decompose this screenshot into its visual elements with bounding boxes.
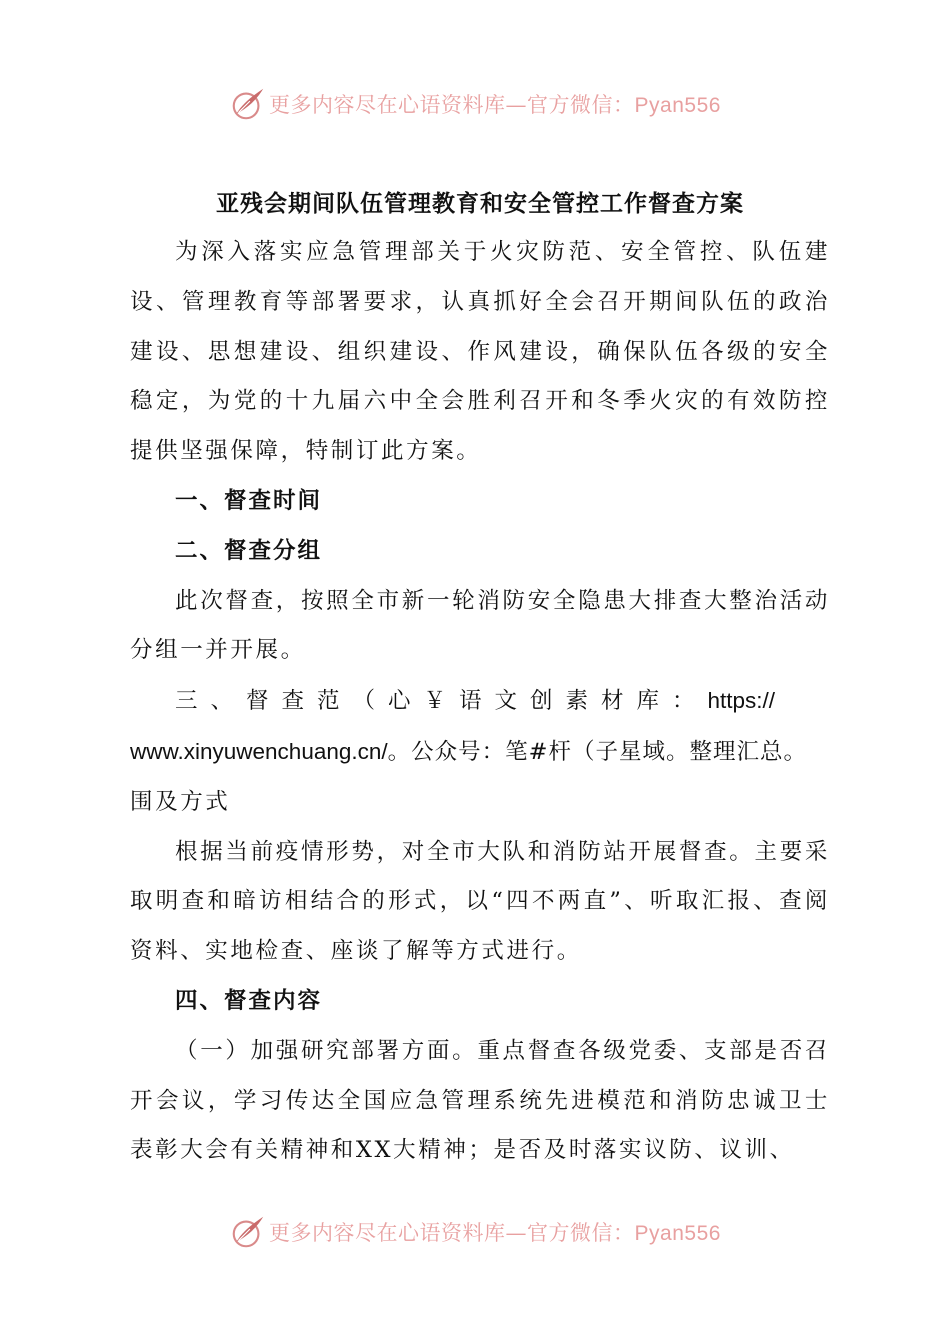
heading3-url-part1: https:// [707, 688, 776, 714]
quill-pen-logo-icon [229, 1213, 267, 1251]
wechat-id: Pyan556 [634, 94, 721, 117]
heading3-suffix: 。公众号：笔#杆（子星域。整理汇总。 [387, 738, 807, 765]
heading3-url-part2: www.xinyuwenchuang.cn/ [130, 738, 388, 764]
heading3-prefix: 三、督查范（心￥语文创素材库： [175, 688, 708, 715]
watermark-text: 更多内容尽在心语资料库—官方微信：Pyan556 [269, 1221, 721, 1245]
content-paragraph: （一）加强研究部署方面。重点督查各级党委、支部是否召开会议，学习传达全国应急管理系统先进模范和消防忠诚卫士表彰大会有关精神和XX大精神；是否及时落实议防、议训、 [130, 1037, 830, 1164]
grouping-paragraph: 此次督查，按照全市新一轮消防安全隐患大排查大整治活动分组一并开展。 [130, 587, 830, 664]
scope-paragraph: 根据当前疫情形势，对全市大队和消防站开展督查。主要采取明查和暗访相结合的形式，以“四不两直”、听取汇报、查阅资料、实地检查、座谈了解等方式进行。 [130, 838, 830, 965]
section-heading-3-cont [130, 727, 830, 778]
section-heading-4: 四、督查内容 [175, 987, 323, 1014]
document-body [130, 180, 830, 1176]
section-heading-2: 二、督查分组 [175, 537, 323, 564]
section-heading-1: 一、督查时间 [175, 487, 323, 514]
watermark-text: 更多内容尽在心语资料库—官方微信：Pyan556 [269, 93, 721, 117]
intro-paragraph: 为深入落实应急管理部关于火灾防范、安全管控、队伍建设、管理教育等部署要求，认真抓好全会召开期间队伍的政治建设、思想建设、组织建设、作风建设，确保队伍各级的安全稳定，为党的十九届六中全会胜利召开和冬季火灾的有效防控提供坚强保障，特制订此方案。 [130, 239, 830, 465]
document-title: 亚残会期间队伍管理教育和安全管控工作督查方案 [216, 190, 744, 217]
section-heading-3 [130, 676, 830, 727]
section-heading-3-tail: 围及方式 [130, 788, 231, 815]
watermark-banner-bottom [0, 1208, 950, 1256]
watermark-banner-top [0, 80, 950, 128]
wechat-id: Pyan556 [634, 1222, 721, 1245]
quill-pen-logo-icon [229, 85, 267, 123]
